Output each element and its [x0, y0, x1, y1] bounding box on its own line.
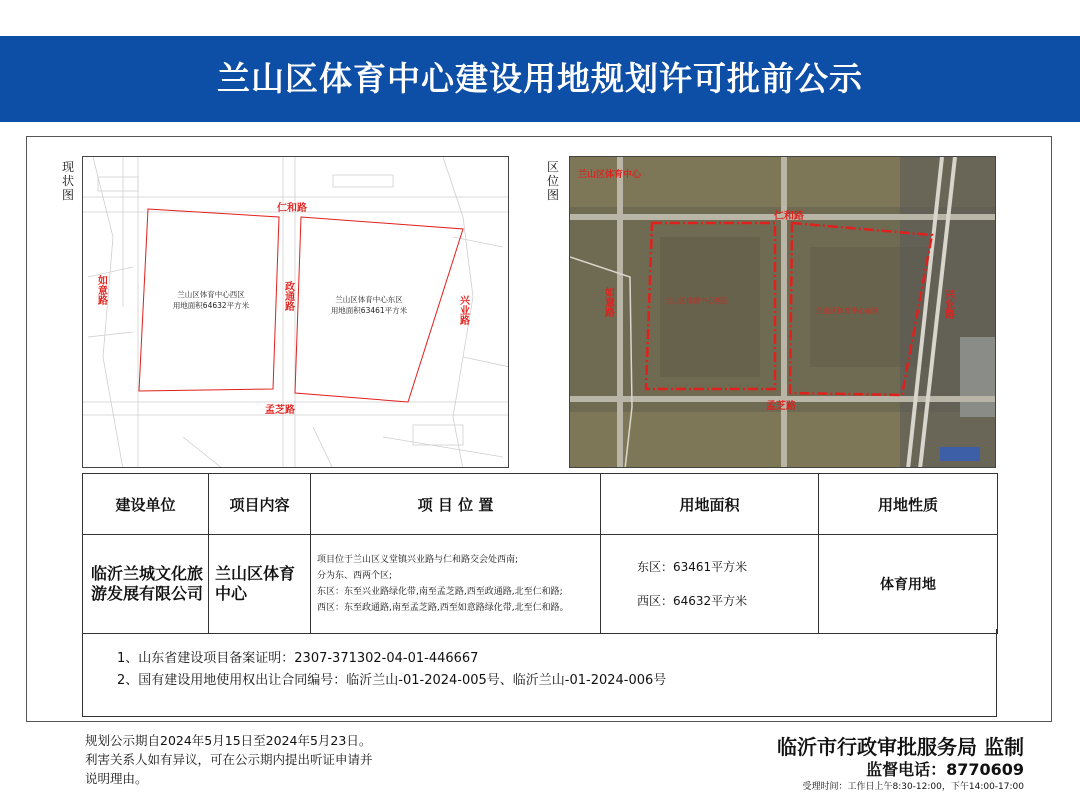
road-ruyi: 如意路 [95, 275, 107, 305]
location-map-label-text: 区位图 [546, 160, 559, 202]
location-top-label: 兰山区体育中心 [578, 170, 642, 180]
location-map [569, 156, 996, 468]
west-zone-label-2: 用地面积64632平方米 [172, 301, 250, 310]
header-unit: 建设单位 [83, 474, 209, 535]
location-line: 分为东、西两个区; [317, 571, 393, 581]
notes-box [82, 629, 997, 717]
location-map-label [543, 160, 563, 202]
table-header-row [83, 474, 998, 535]
area-west: 西区：64632平方米 [637, 594, 748, 608]
location-line: 项目位于兰山区义堂镇兴业路与仁和路交会处西南; [317, 555, 519, 565]
header-content: 项目内容 [209, 474, 311, 535]
status-map-label [58, 160, 78, 202]
loc-road-ruyi: 如意路 [602, 287, 614, 317]
location-line: 东区：东至兴业路绿化带,南至孟芝路,西至政通路,北至仁和路; [317, 587, 563, 597]
header-location: 项 目 位 置 [311, 474, 601, 535]
footer-hours: 受理时间：工作日上午8:30-12:00，下午14:00-17:00 [802, 782, 1024, 792]
cell-location [311, 535, 601, 634]
loc-road-xingye: 兴业路 [942, 289, 954, 319]
cell-nature: 体育用地 [819, 535, 998, 634]
header-nature: 用地性质 [819, 474, 998, 535]
loc-road-renhe: 仁和路 [774, 211, 804, 222]
east-zone-label-2: 用地面积63461平方米 [330, 306, 408, 315]
road-renhe: 仁和路 [277, 203, 307, 214]
footer-objection-1: 利害关系人如有异议，可在公示期内提出听证申请并 [85, 752, 373, 767]
footer-objection-2: 说明理由。 [85, 771, 148, 786]
note-filing: 1、山东省建设项目备案证明：2307-371302-04-01-446667 [117, 651, 479, 666]
cell-content: 兰山区体育中心 [209, 535, 311, 634]
footer-period: 规划公示期自2024年5月15日至2024年5月23日。 [85, 733, 372, 748]
location-line: 西区：东至政通路,南至孟芝路,西至如意路绿化带,北至仁和路。 [317, 603, 569, 613]
header-banner [0, 36, 1080, 122]
road-zhengtong: 政通路 [282, 281, 294, 311]
cell-area [601, 535, 819, 634]
loc-west-label: 兰山区体育中心西区 [665, 297, 728, 305]
road-mengzhi: 孟芝路 [265, 405, 295, 416]
area-east: 东区：63461平方米 [637, 560, 748, 574]
road-xingye: 兴业路 [457, 295, 469, 325]
cell-unit: 临沂兰城文化旅游发展有限公司 [83, 535, 209, 634]
status-map-label-text: 现状图 [61, 160, 74, 202]
east-zone-label-1: 兰山区体育中心东区 [335, 295, 403, 304]
table-row [83, 535, 998, 634]
status-map [82, 156, 509, 468]
west-zone-label-1: 兰山区体育中心西区 [177, 290, 245, 299]
project-info-table [82, 473, 998, 634]
loc-east-label: 兰山区体育中心东区 [816, 307, 879, 315]
header-area: 用地面积 [601, 474, 819, 535]
footer-phone: 监督电话：8770609 [866, 760, 1024, 779]
page-title: 兰山区体育中心建设用地规划许可批前公示 [217, 59, 863, 98]
note-contract: 2、国有建设用地使用权出让合同编号：临沂兰山-01-2024-005号、临沂兰山-01-2024-006号 [117, 673, 667, 688]
loc-road-mengzhi: 孟芝路 [766, 401, 796, 412]
footer-supervisor: 临沂市行政审批服务局 监制 [777, 735, 1024, 759]
